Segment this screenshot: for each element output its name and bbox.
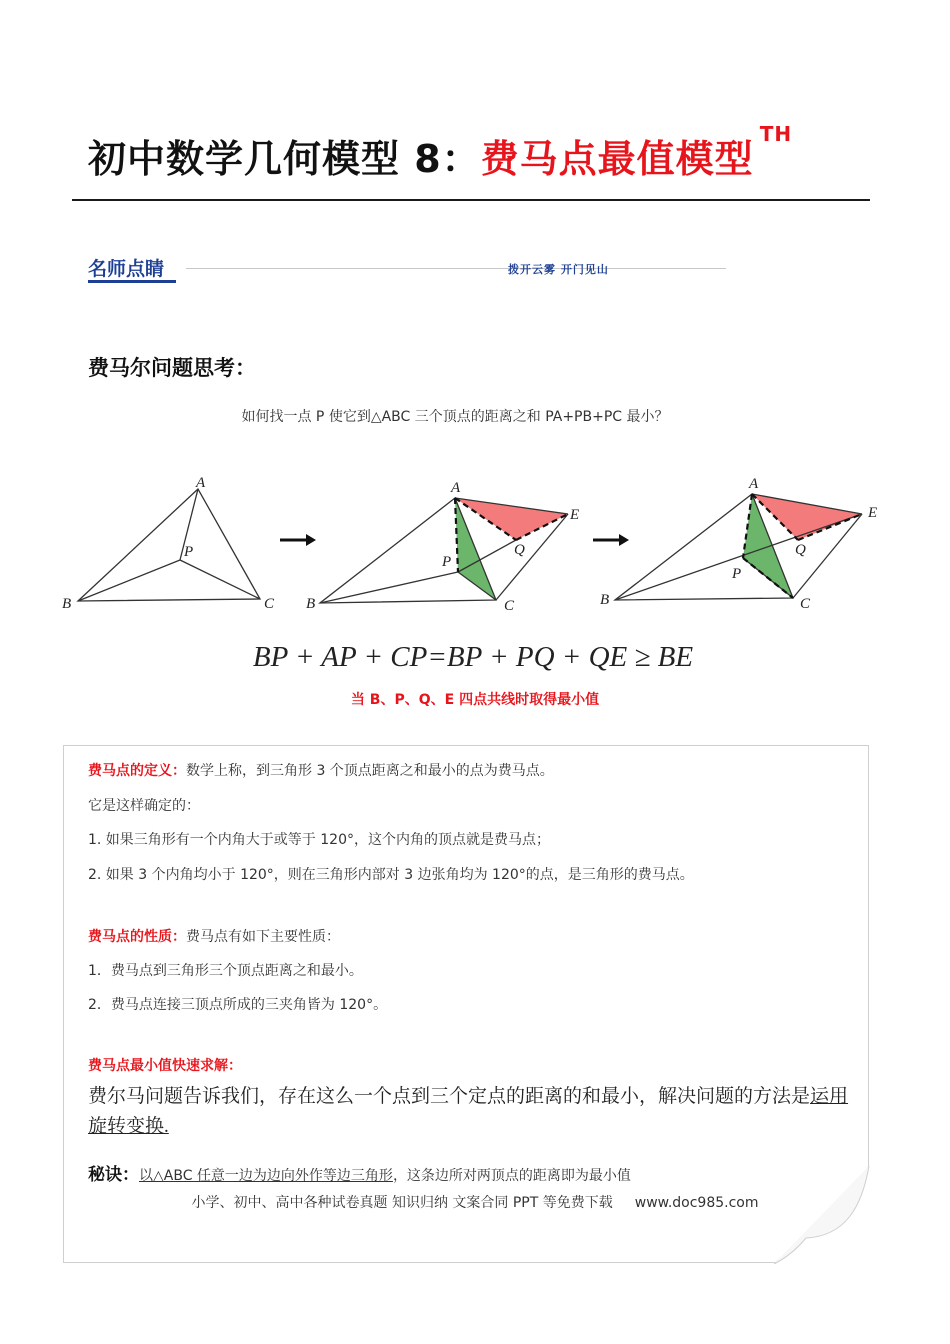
label-a-3: A: [749, 476, 759, 492]
label-e-2: E: [570, 507, 580, 523]
label-b-1: B: [62, 596, 72, 612]
rule-2: 2. 如果 3 个内角均小于 120°，则在三角形内部对 3 边张角均为 120°的点，是三角形的费马点。: [88, 867, 694, 883]
label-c-3: C: [800, 596, 811, 612]
diagram-original-triangle: [78, 489, 260, 601]
secret-text: ，这条边所对两顶点的距离即为最小值: [392, 1168, 631, 1184]
secret-label: 秘诀：: [88, 1165, 139, 1185]
label-b-3: B: [600, 592, 610, 608]
footer-site-link[interactable]: www.doc985.com: [634, 1195, 759, 1211]
rule-1: 1. 如果三角形有一个内角大于或等于 120°，这个内角的顶点就是费马点；: [88, 832, 550, 848]
formula: BP + AP + CP=BP + PQ + QE ≥ BE: [252, 641, 694, 673]
section-divider: [186, 268, 726, 269]
footer: [0, 1192, 950, 1212]
section-underline: [88, 280, 176, 283]
label-a-1: A: [196, 475, 206, 491]
segment-pc: [180, 560, 260, 599]
property-text: 费马点有如下主要性质：: [186, 929, 340, 945]
label-p-3: P: [732, 566, 742, 582]
section-slogan: 拨开云雾 开门见山: [508, 263, 609, 276]
triangle-abc: [78, 489, 260, 601]
title-sup: TH: [759, 122, 793, 146]
question-text: 如何找一点 P 使它到△ABC 三个顶点的距离之和 PA+PB+PC 最小？: [241, 409, 669, 425]
quick-solve-text: 费尔马问题告诉我们，存在这么一个点到三个定点的距离的和最小，解决问题的方法是: [88, 1086, 811, 1107]
definition-text: 数学上称，到三角形 3 个顶点距离之和最小的点为费马点。: [186, 763, 554, 779]
title-black: 初中数学几何模型 8：: [88, 137, 481, 181]
label-a-2: A: [451, 480, 461, 496]
segment-be-3: [615, 514, 862, 600]
question-heading: 费马尔问题思考：: [88, 355, 256, 380]
label-q-2: Q: [514, 542, 525, 558]
label-p-1: P: [184, 544, 194, 560]
property-line: [88, 926, 340, 946]
section-label: 名师点睛: [88, 258, 165, 280]
quick-solve-label: 费马点最小值快速求解：: [88, 1058, 242, 1074]
label-c-1: C: [264, 596, 275, 612]
arrow-icon: [280, 534, 316, 546]
page-curl-icon: [774, 1166, 870, 1264]
label-q-3: Q: [795, 542, 806, 558]
secret-line: [88, 1160, 631, 1185]
segment-pb: [78, 560, 180, 601]
diagram-rotation-step: [320, 498, 568, 603]
title-red: 费马点最值模型: [480, 137, 754, 181]
label-c-2: C: [504, 598, 515, 614]
footer-text: 小学、初中、高中各种试卷真题 知识归纳 文案合同 PPT 等免费下载: [191, 1195, 613, 1211]
definition-label: 费马点的定义：: [88, 763, 186, 779]
property-label: 费马点的性质：: [88, 929, 186, 945]
label-e-3: E: [868, 505, 878, 521]
page-title: [88, 122, 793, 183]
definition-line: [88, 760, 554, 780]
arrow-icon: [593, 534, 629, 546]
quick-solve-underlined: 运用旋转变换.: [88, 1086, 849, 1137]
property-1: 1．费马点到三角形三个顶点距离之和最小。: [88, 963, 363, 979]
label-p-2: P: [442, 554, 452, 570]
label-b-2: B: [306, 596, 316, 612]
formula-note: 当 B、P、Q、E 四点共线时取得最小值: [350, 692, 600, 708]
diagram-collinear-step: [615, 494, 862, 600]
determine-line: 它是这样确定的：: [88, 798, 200, 814]
secret-underlined: 以△ABC 任意一边为边向外作等边三角形: [139, 1168, 393, 1184]
property-2: 2．费马点连接三顶点所成的三夹角皆为 120°。: [88, 997, 388, 1013]
title-divider: [72, 199, 870, 201]
fermat-point-figure: [50, 468, 900, 618]
quick-solve-paragraph: [88, 1082, 866, 1142]
